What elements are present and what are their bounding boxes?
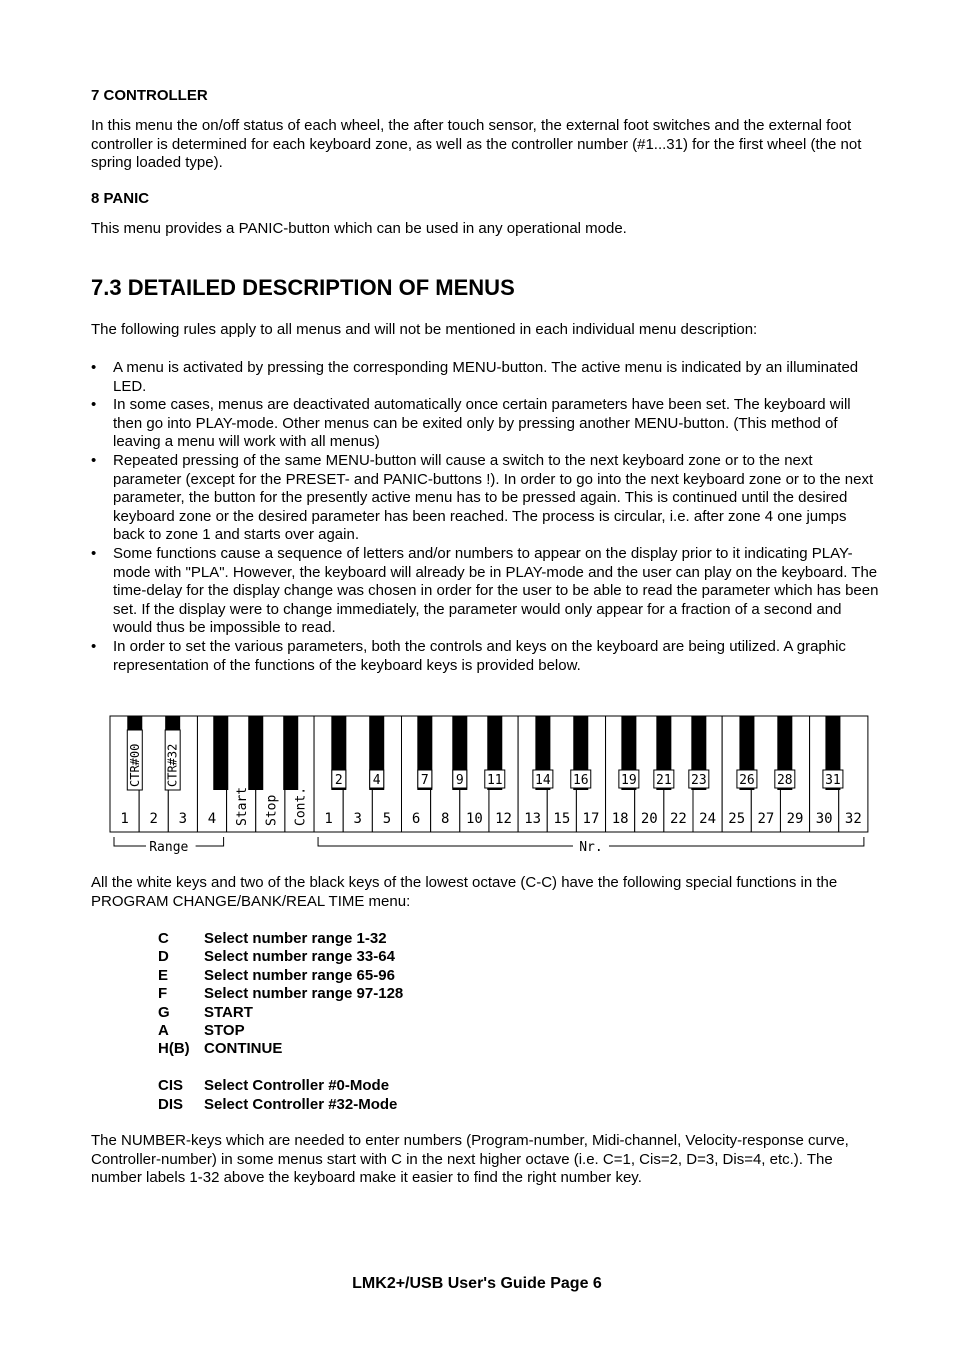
keyboard-diagram <box>0 700 954 860</box>
ctr-label: CTR#00 <box>127 743 142 787</box>
key-name: DIS <box>158 1095 184 1113</box>
key-desc: Select number range 97-128 <box>204 985 404 1003</box>
black-key-number: 23 <box>691 773 707 788</box>
function-key-label: Cont. <box>293 786 309 826</box>
section-8-text: This menu provides a PANIC-button which can be used in any operational mode. <box>91 220 627 237</box>
key-function-row <box>158 967 403 985</box>
section-7-heading: 7 CONTROLLER <box>91 87 208 104</box>
key-name: E <box>158 966 169 984</box>
white-key-number: 2 <box>149 811 158 827</box>
black-key-number: 11 <box>486 773 503 788</box>
section-8-heading: 8 PANIC <box>91 190 150 207</box>
controller-function-row <box>158 1096 403 1114</box>
key-function-row <box>158 930 403 948</box>
white-key-number: 3 <box>353 811 362 827</box>
rule-item: • In order to set the various parameters, both the controls and keys on the keyboard are being utilized. A graphic representation of the functions of the keyboard keys is provided below. <box>91 638 881 675</box>
key-function-table <box>158 930 403 1114</box>
rule-item: • In some cases, menus are deactivated automatically once certain parameters have been set. The keyboard will then go into PLAY-mode. Other menus can be exited only by pressing another MENU-button. (This method of leaving a menu will work with all menus) <box>91 396 881 452</box>
key-function-row <box>158 985 403 1003</box>
black-key <box>248 716 263 790</box>
white-key-number: 1 <box>324 811 333 827</box>
white-key-number: 30 <box>815 811 833 827</box>
white-key-number: 6 <box>411 811 421 827</box>
white-key-number: 32 <box>844 811 862 827</box>
white-key-number: 17 <box>582 811 600 827</box>
section-7-3-heading: 7.3 DETAILED DESCRIPTION OF MENUS <box>91 275 515 300</box>
special-functions-intro: All the white keys and two of the black keys of the lowest octave (C-C) have the following special functions in the PROGRAM CHANGE/BANK/REAL TIME menu: <box>91 874 838 910</box>
section-7-text: In this menu the on/off status of each wheel, the after touch sensor, the external foot switches and the external foot controller is determined for each keyboard zone, as well as the controller number (#1...31) for the first wheel (the not spring loaded type). <box>91 117 862 171</box>
white-key-number: 25 <box>728 811 746 827</box>
black-key-number: 9 <box>455 773 464 788</box>
key-desc: CONTINUE <box>204 1040 283 1058</box>
key-name: C <box>158 930 169 947</box>
white-key-number: 12 <box>495 811 512 827</box>
black-key-number: 28 <box>776 773 793 788</box>
key-function-row <box>158 1040 403 1058</box>
function-key-label: Start <box>235 786 251 826</box>
white-key-number: 27 <box>757 811 775 827</box>
key-desc: Select number range 33-64 <box>204 948 395 966</box>
white-key-number: 29 <box>786 811 804 827</box>
key-function-row <box>158 1004 403 1022</box>
range-bracket-left <box>114 837 146 846</box>
key-desc: STOP <box>204 1021 245 1039</box>
key-desc: Select number range 65-96 <box>204 966 395 984</box>
black-key-number: 31 <box>825 773 841 788</box>
key-name: G <box>158 1003 170 1021</box>
rule-item: • Repeated pressing of the same MENU-button will cause a switch to the next keyboard zone or to the next parameter (except for the PRESET- and PANIC-buttons !). In order to go into the next keyboard zone or to the next parameter, the button for the presently active menu has to be pressed again. This is continued until the desired keyboard zone or the desired parameter has been reached. The process is circular, i.e. after zone 4 one jumps back to zone 1 and starts over again. <box>91 452 881 545</box>
key-function-row <box>158 1022 403 1040</box>
key-desc: Select Controller #0-Mode <box>204 1077 390 1095</box>
white-key-number: 13 <box>524 811 542 827</box>
white-key-number: 3 <box>178 811 188 827</box>
key-name: D <box>158 948 169 966</box>
black-key-number: 16 <box>572 773 589 788</box>
rule-item: • Some functions cause a sequence of letters and/or numbers to appear on the display prior to it indicating PLAY-mode with "PLA". However, the keyboard will already be in PLAY-mode and the user can play on the keyboard. The time-delay for the display change was chosen in order for the user to be able to read the parameter which has been set. If the display were to change immediately, the parameter would only appear for a fraction of a second and would thus be impossible to read. <box>91 545 881 638</box>
key-name: F <box>158 985 168 1003</box>
black-key-number: 7 <box>420 773 429 788</box>
range-bracket-right <box>196 837 224 846</box>
page-footer: LMK2+/USB User's Guide Page 6 <box>352 1275 602 1292</box>
white-key-number: 5 <box>382 811 392 827</box>
function-key-label: Stop <box>264 794 280 826</box>
white-key-number: 10 <box>465 811 483 827</box>
white-key-number: 1 <box>120 811 129 827</box>
key-name: CIS <box>158 1077 184 1095</box>
black-key-number: 19 <box>621 773 637 788</box>
black-key <box>283 716 298 790</box>
rules-list <box>91 359 881 675</box>
range-label: Range <box>149 840 189 855</box>
rule-item: • A menu is activated by pressing the corresponding MENU-button. The active menu is indicated by an illuminated LED. <box>91 359 881 396</box>
black-key <box>213 716 228 790</box>
key-name: H(B) <box>158 1040 190 1058</box>
black-key-number: 21 <box>656 773 672 788</box>
nr-bracket-left <box>318 837 573 846</box>
white-key-number: 20 <box>640 811 658 827</box>
black-key-number: 26 <box>739 773 755 788</box>
key-function-row <box>158 948 403 966</box>
ctr-label: CTR#32 <box>165 743 180 787</box>
white-key-number: 22 <box>669 811 687 827</box>
white-key-number: 8 <box>441 811 450 827</box>
white-key-number: 24 <box>699 811 717 827</box>
number-keys-text: The NUMBER-keys which are needed to enter numbers (Program-number, Midi-channel, Velocity-response curve, Controller-number) in some menus start with C in the next higher octave (i.e. C=1, Cis=2, D=3, Dis=4, etc.). The number labels 1-32 above the keyboard make it easier to find the right number key. <box>91 1132 849 1186</box>
section-7-3-intro: The following rules apply to all menus and will not be mentioned in each individual menu description: <box>91 321 758 338</box>
white-key-number: 4 <box>207 811 217 827</box>
white-key-number: 15 <box>553 811 571 827</box>
key-desc: START <box>204 1003 253 1021</box>
black-key-number: 2 <box>334 773 343 788</box>
white-key-number: 18 <box>611 811 629 827</box>
nr-label: Nr. <box>579 840 603 855</box>
key-name: A <box>158 1021 169 1039</box>
controller-function-row <box>158 1077 403 1095</box>
black-key-number: 4 <box>372 773 381 788</box>
nr-bracket-right <box>609 837 864 846</box>
key-desc: Select Controller #32-Mode <box>204 1095 398 1113</box>
black-key-number: 14 <box>535 773 551 788</box>
key-desc: Select number range 1-32 <box>204 930 387 947</box>
